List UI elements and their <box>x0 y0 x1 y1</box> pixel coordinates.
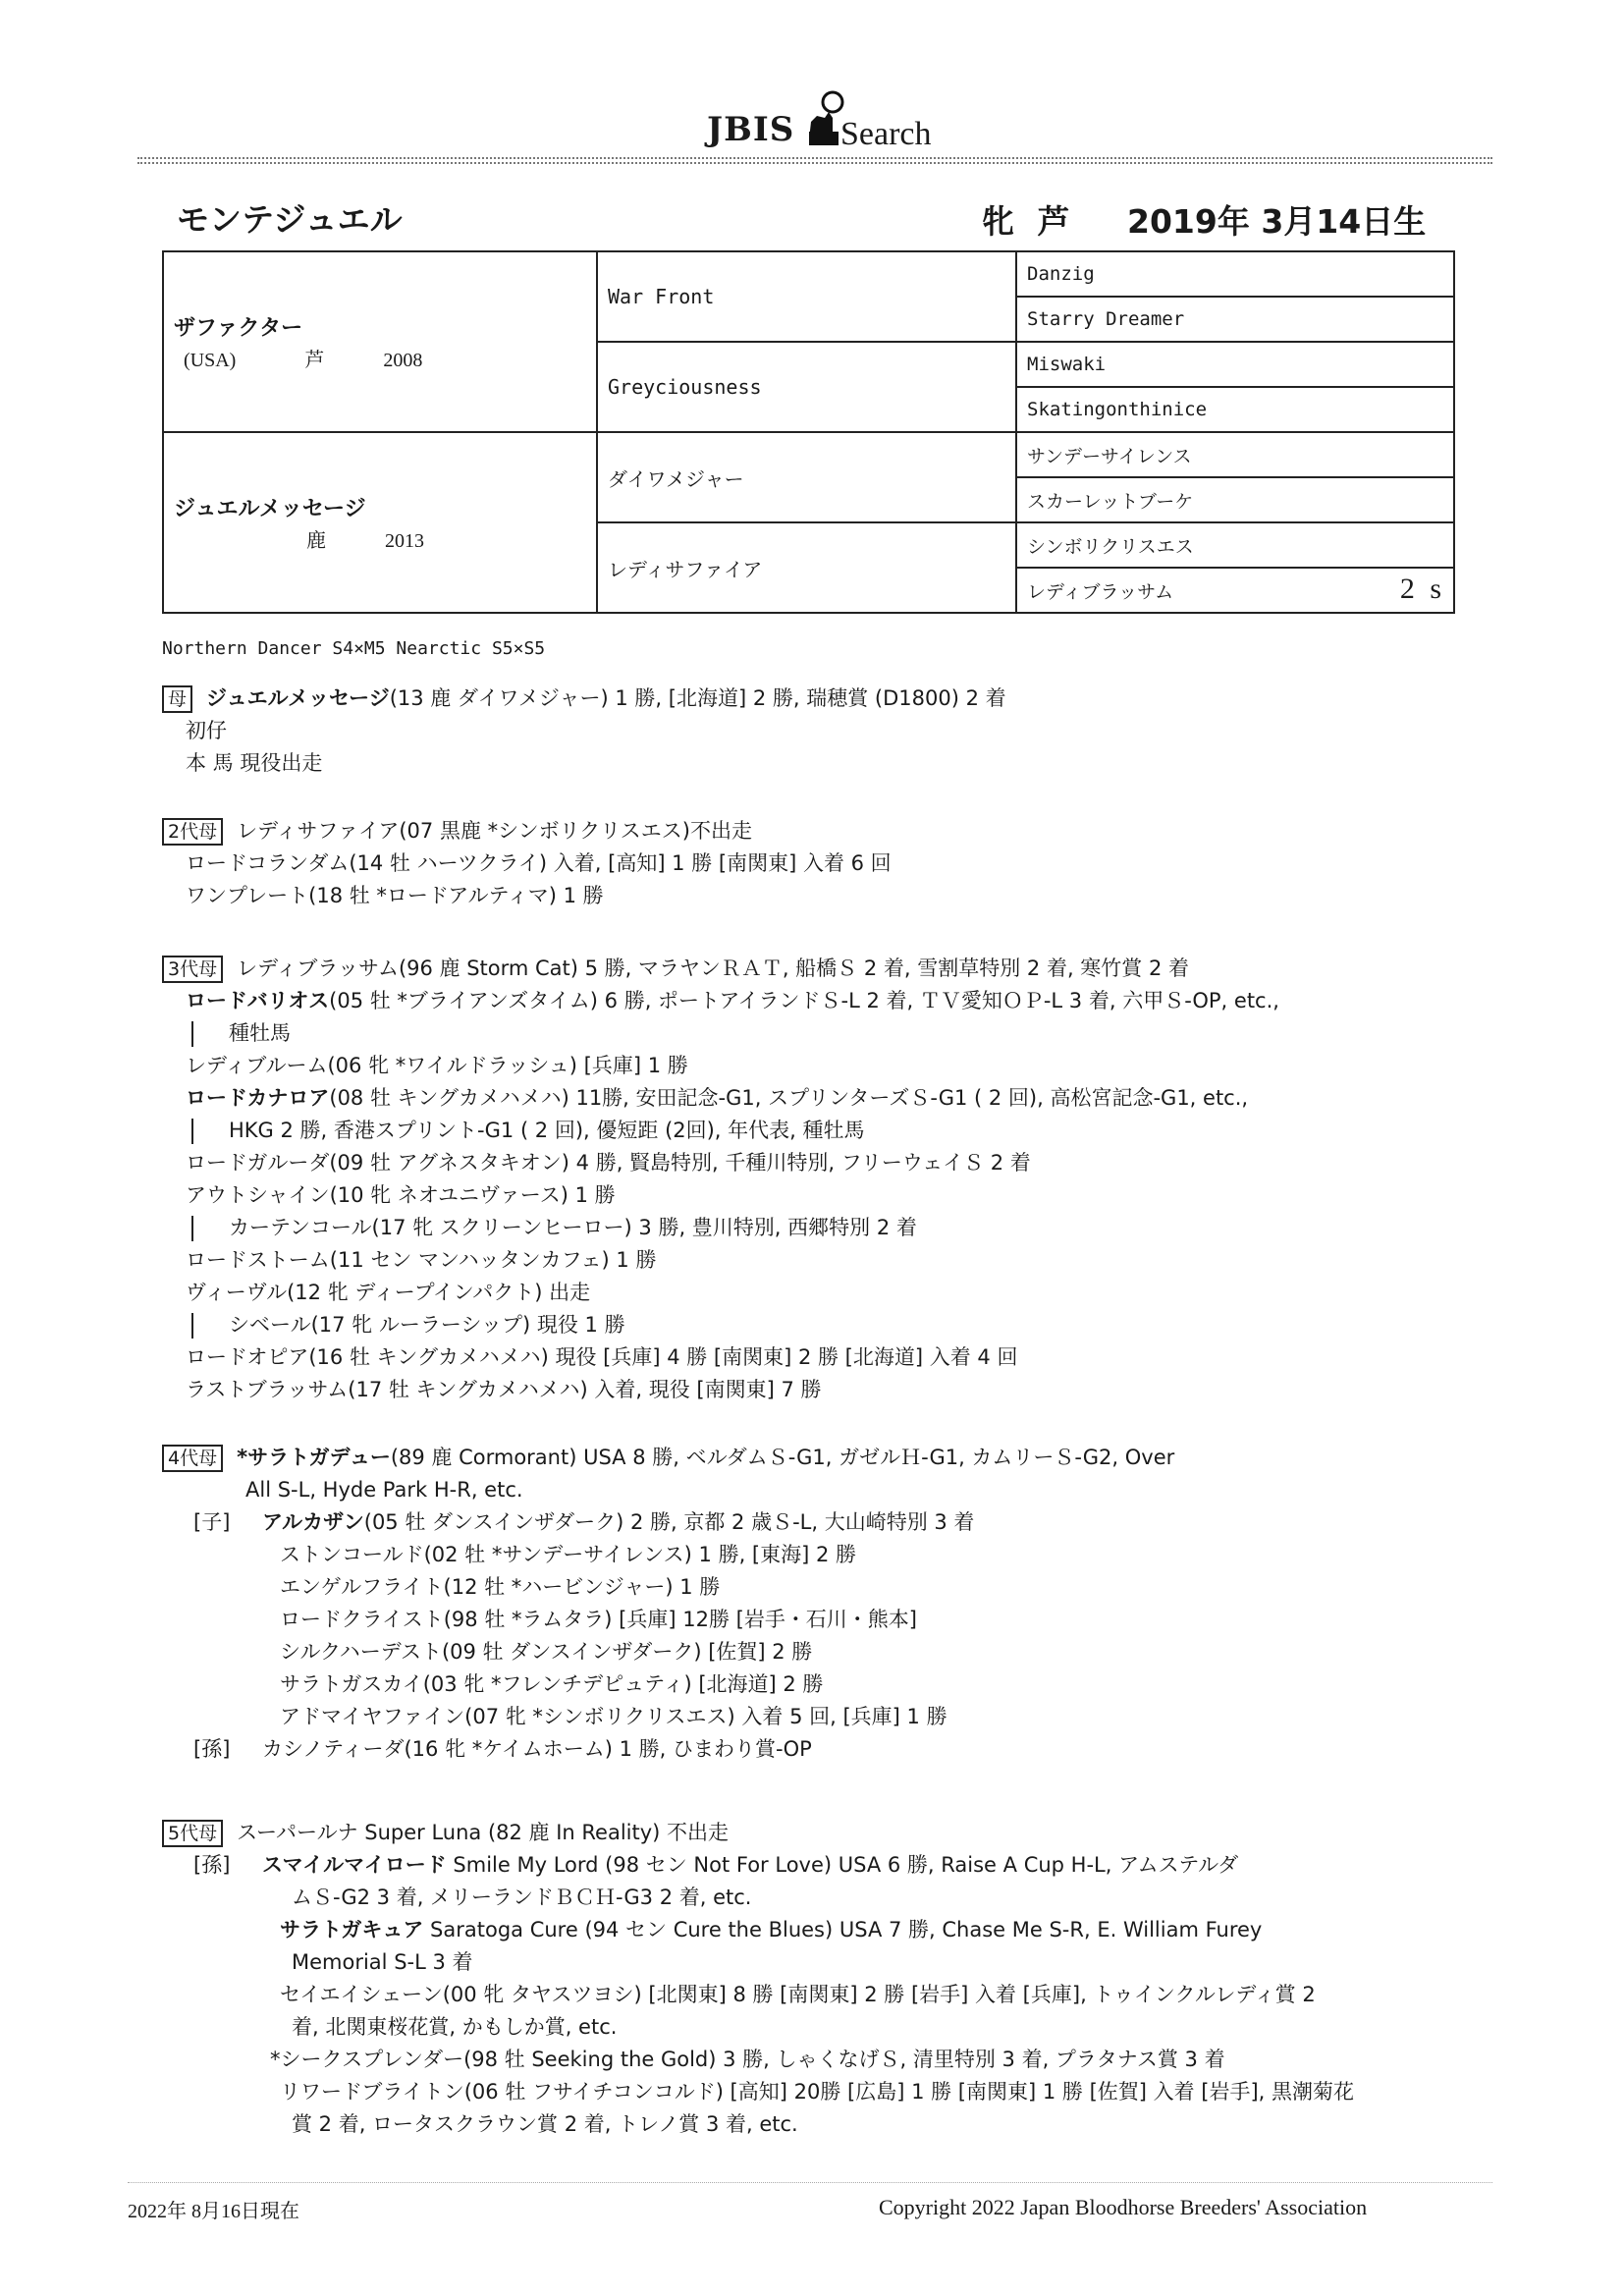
third-dam-line-2: レディブルーム(06 牝 *ワイルドラッシュ) [兵庫] 1 勝 <box>186 1054 688 1077</box>
mago-label: [孫] <box>193 1737 231 1761</box>
sire-color: 芦 <box>304 350 325 371</box>
third-dam-line-3 <box>162 1082 1429 1115</box>
footer-date: 2022年 8月16日現在 <box>128 2201 299 2222</box>
sire-sire-cell: War Front <box>597 251 1016 342</box>
third-dam-l3-name: ロードカナロア <box>186 1086 330 1110</box>
pedigree-note: 2 s <box>1399 573 1445 605</box>
second-dam-head-text: レディサファイア(07 黒鹿 *シンボリクリスエス)不出走 <box>237 819 752 843</box>
fifth-dam-head-text: スーパールナ Super Luna (82 鹿 In Reality) 不出走 <box>237 1821 730 1844</box>
dam-head-rest: (13 鹿 ダイワメジャー) 1 勝, [北海道] 2 勝, 瑞穂賞 (D1800) 2 着 <box>389 686 1006 710</box>
third-dam-l3-rest: (08 牡 キングカメハメハ) 11勝, 安田記念-G1, スプリンターズＳ-G1 ( 2 回), 高松宮記念-G1, etc., <box>329 1086 1249 1110</box>
dam-section <box>162 683 1429 780</box>
third-dam-l1-rest: (05 牡 *ブライアンズタイム) 6 勝, ポートアイランドＳ-L 2 着, ＴＶ愛知ＯＰ-L 3 着, 六甲Ｓ-OP, etc., <box>329 989 1279 1012</box>
third-dam-section <box>162 953 1429 1406</box>
dam-name: ジュエルメッセージ <box>174 497 366 521</box>
fifth-dam-m1-cont: ムＳ-G2 3 着, メリーランドＢＣＨ-G3 2 着, etc. <box>292 1886 752 1909</box>
footer-copyright: Copyright 2022 Japan Bloodhorse Breeders' Association <box>879 2195 1368 2219</box>
third-dam-line-6 <box>162 1212 1429 1244</box>
horse-name: モンテジュエル <box>177 200 403 239</box>
third-dam-l9-text: シベール(17 牝 ルーラーシップ) 現役 1 勝 <box>229 1313 625 1337</box>
grandparent-2: Starry Dreamer <box>1016 297 1454 342</box>
grandparent-3: Miswaki <box>1016 342 1454 387</box>
grandparent-5: サンデーサイレンス <box>1016 432 1454 477</box>
descendant-bar <box>191 1216 193 1241</box>
pedigree-table <box>162 250 1455 614</box>
ko1-rest: (05 牡 ダンスインザダーク) 2 勝, 京都 2 歳Ｓ-L, 大山崎特別 3 着 <box>363 1510 975 1534</box>
second-dam-line-2: ワンプレート(18 牡 *ロードアルティマ) 1 勝 <box>186 884 604 907</box>
third-dam-head-text: レディブラッサム(96 鹿 Storm Cat) 5 勝, マラヤンＲＡＴ, 船橋Ｓ 2 着, 雪割草特別 2 着, 寒竹賞 2 着 <box>237 957 1190 980</box>
grandparent-7: シンボリクリスエス <box>1016 522 1454 568</box>
sire-cell <box>163 251 597 432</box>
third-dam-line-4: ロードガルーダ(09 牡 アグネスタキオン) 4 勝, 賢島特別, 千種川特別, フリーウェイＳ 2 着 <box>186 1151 1031 1175</box>
fifth-dam-head <box>162 1817 1429 1849</box>
fifth-dam-m4: *シークスプレンダー(98 牡 Seeking the Gold) 3 勝, しゃくなげＳ, 清里特別 3 着, プラタナス賞 3 着 <box>270 2048 1225 2071</box>
fourth-dam-ko-5: シルクハーデスト(09 牡 ダンスインザダーク) [佐賀] 2 勝 <box>280 1640 813 1664</box>
sire-dam-cell: Greyciousness <box>597 342 1016 432</box>
inbreeding-line: Northern Dancer S4×M5 Nearctic S5×S5 <box>162 638 546 659</box>
fourth-dam-section <box>162 1442 1429 1766</box>
fourth-dam-ko-1 <box>162 1506 1429 1539</box>
m2-name: サラトガキュア <box>280 1918 424 1941</box>
dam-head-line <box>162 683 1429 715</box>
m2-rest: Saratoga Cure (94 セン Cure the Blues) USA 7 勝, Chase Me S-R, E. William Furey <box>423 1918 1263 1941</box>
second-dam-line-1: ロードコランダム(14 牡 ハーツクライ) 入着, [高知] 1 勝 [南関東] 入着 6 回 <box>186 851 892 875</box>
second-dam-tag: 2代母 <box>162 818 223 846</box>
third-dam-line-5: アウトシャイン(10 牝 ネオユニヴァース) 1 勝 <box>186 1183 616 1207</box>
header-rule <box>137 157 1492 159</box>
sire-origin: (USA) <box>184 350 237 371</box>
dam-line-2: 本 馬 現役出走 <box>186 751 323 775</box>
footer-rule <box>128 2182 1492 2183</box>
grandparent-4: Skatingonthinice <box>1016 387 1454 432</box>
dam-dam-cell: レディサファイア <box>597 522 1016 613</box>
dam-sire-cell: ダイワメジャー <box>597 432 1016 522</box>
grandparent-8-name: レディブラッサム <box>1027 580 1174 603</box>
grandparent-1: Danzig <box>1016 251 1454 297</box>
dam-color: 鹿 <box>306 530 326 552</box>
grandparent-8 <box>1016 568 1454 613</box>
fifth-dam-section <box>162 1817 1429 2141</box>
third-dam-l1-name: ロードバリオス <box>186 989 330 1012</box>
fourth-dam-ko-6: サラトガスカイ(03 牝 *フレンチデピュティ) [北海道] 2 勝 <box>280 1672 824 1696</box>
descendant-bar <box>191 1313 193 1339</box>
third-dam-head <box>162 953 1429 985</box>
third-dam-l1-cont: 種牡馬 <box>229 1021 291 1045</box>
ko1-name: アルカザン <box>262 1510 364 1534</box>
fifth-dam-m3-cont: 着, 北関東桜花賞, かもしか賞, etc. <box>292 2015 618 2039</box>
third-dam-l3-cont: HKG 2 勝, 香港スプリント-G1 ( 2 回), 優短距 (2回), 年代表, 種牡馬 <box>229 1119 865 1142</box>
fourth-dam-head-cont: All S-L, Hyde Park H-R, etc. <box>245 1478 523 1502</box>
sire-details <box>174 344 586 372</box>
m1-rest: Smile My Lord (98 セン Not For Love) USA 6 勝, Raise A Cup H-L, アムステルダ <box>446 1853 1239 1877</box>
header-rule-2 <box>137 162 1492 164</box>
horse-sex-color: 牝 芦 <box>982 202 1076 241</box>
third-dam-line-10: ロードオピア(16 牡 キングカメハメハ) 現役 [兵庫] 4 勝 [南関東] 2 勝 [北海道] 入着 4 回 <box>186 1345 1018 1369</box>
third-dam-tag: 3代母 <box>162 956 223 983</box>
logo-jbis-text: JBIS <box>707 110 795 149</box>
fourth-dam-ko-3: エンゲルフライト(12 牡 *ハービンジャー) 1 勝 <box>280 1575 721 1599</box>
m1-name: スマイルマイロード <box>262 1853 447 1877</box>
third-dam-l6-text: カーテンコール(17 牝 スクリーンヒーロー) 3 勝, 豊川特別, 西郷特別 2 着 <box>229 1216 917 1239</box>
descendant-bar <box>191 1021 193 1047</box>
fifth-dam-tag: 5代母 <box>162 1820 223 1847</box>
ko-label: [子] <box>193 1510 231 1534</box>
fifth-dam-m2 <box>162 1914 1429 1946</box>
third-dam-line-1-cont <box>162 1017 1429 1050</box>
dam-line-1: 初仔 <box>186 719 227 742</box>
mago1-text: カシノティーダ(16 牝 *ケイムホーム) 1 勝, ひまわり賞-OP <box>262 1737 812 1761</box>
fourth-dam-ko-2: ストンコールド(02 牡 *サンデーサイレンス) 1 勝, [東海] 2 勝 <box>280 1543 857 1566</box>
dam-cell <box>163 432 597 613</box>
horse-birth-date: 2019年 3月14日生 <box>1127 202 1427 241</box>
fourth-dam-ko-4: ロードクライスト(98 牡 *ラムタラ) [兵庫] 12勝 [岩手・石川・熊本] <box>280 1608 918 1631</box>
fourth-dam-head <box>162 1442 1429 1474</box>
third-dam-line-8: ヴィーヴル(12 牝 ディープインパクト) 出走 <box>186 1281 591 1304</box>
fifth-dam-m3: セイエイシェーン(00 牝 タヤスツヨシ) [北関東] 8 勝 [南関東] 2 勝 [岩手] 入着 [兵庫], トゥインクルレディ賞 2 <box>280 1983 1316 2006</box>
fourth-dam-head-rest: (89 鹿 Cormorant) USA 8 勝, ベルダムＳ-G1, ガゼルＨ-G1, カムリーＳ-G2, Over <box>390 1446 1175 1469</box>
logo-search-text: Search <box>840 116 932 152</box>
fifth-dam-m5-cont: 賞 2 着, ロータスクラウン賞 2 着, トレノ賞 3 着, etc. <box>292 2112 798 2136</box>
second-dam-head <box>162 815 1429 847</box>
fourth-dam-ko-7: アドマイヤファイン(07 牝 *シンボリクリスエス) 入着 5 回, [兵庫] 1 勝 <box>280 1705 947 1728</box>
third-dam-line-11: ラストブラッサム(17 牡 キングカメハメハ) 入着, 現役 [南関東] 7 勝 <box>186 1378 822 1401</box>
fourth-dam-mago-1 <box>162 1733 1429 1766</box>
dam-head-name: ジュエルメッセージ <box>206 686 390 710</box>
fifth-dam-m1 <box>162 1849 1429 1882</box>
descendant-bar <box>191 1119 193 1144</box>
fifth-dam-m2-cont: Memorial S-L 3 着 <box>292 1950 473 1974</box>
third-dam-line-3-cont <box>162 1115 1429 1147</box>
third-dam-line-7: ロードストーム(11 セン マンハッタンカフェ) 1 勝 <box>186 1248 657 1272</box>
grandparent-6: スカーレットブーケ <box>1016 477 1454 522</box>
dam-tag: 母 <box>162 685 192 713</box>
fourth-dam-tag: 4代母 <box>162 1445 223 1472</box>
fourth-dam-head-name: *サラトガデュー <box>237 1446 391 1469</box>
third-dam-line-9 <box>162 1309 1429 1341</box>
third-dam-line-1 <box>162 985 1429 1017</box>
sire-year: 2008 <box>383 350 423 371</box>
fifth-mago-label: [孫] <box>193 1853 231 1877</box>
dam-year: 2013 <box>385 530 424 552</box>
dam-details <box>174 524 586 553</box>
sire-name: ザファクター <box>174 316 303 341</box>
fifth-dam-m5: リワードブライトン(06 牡 フサイチコンコルド) [高知] 20勝 [広島] 1 勝 [南関東] 1 勝 [佐賀] 入着 [岩手], 黒潮菊花 <box>280 2080 1355 2104</box>
second-dam-section <box>162 815 1429 912</box>
